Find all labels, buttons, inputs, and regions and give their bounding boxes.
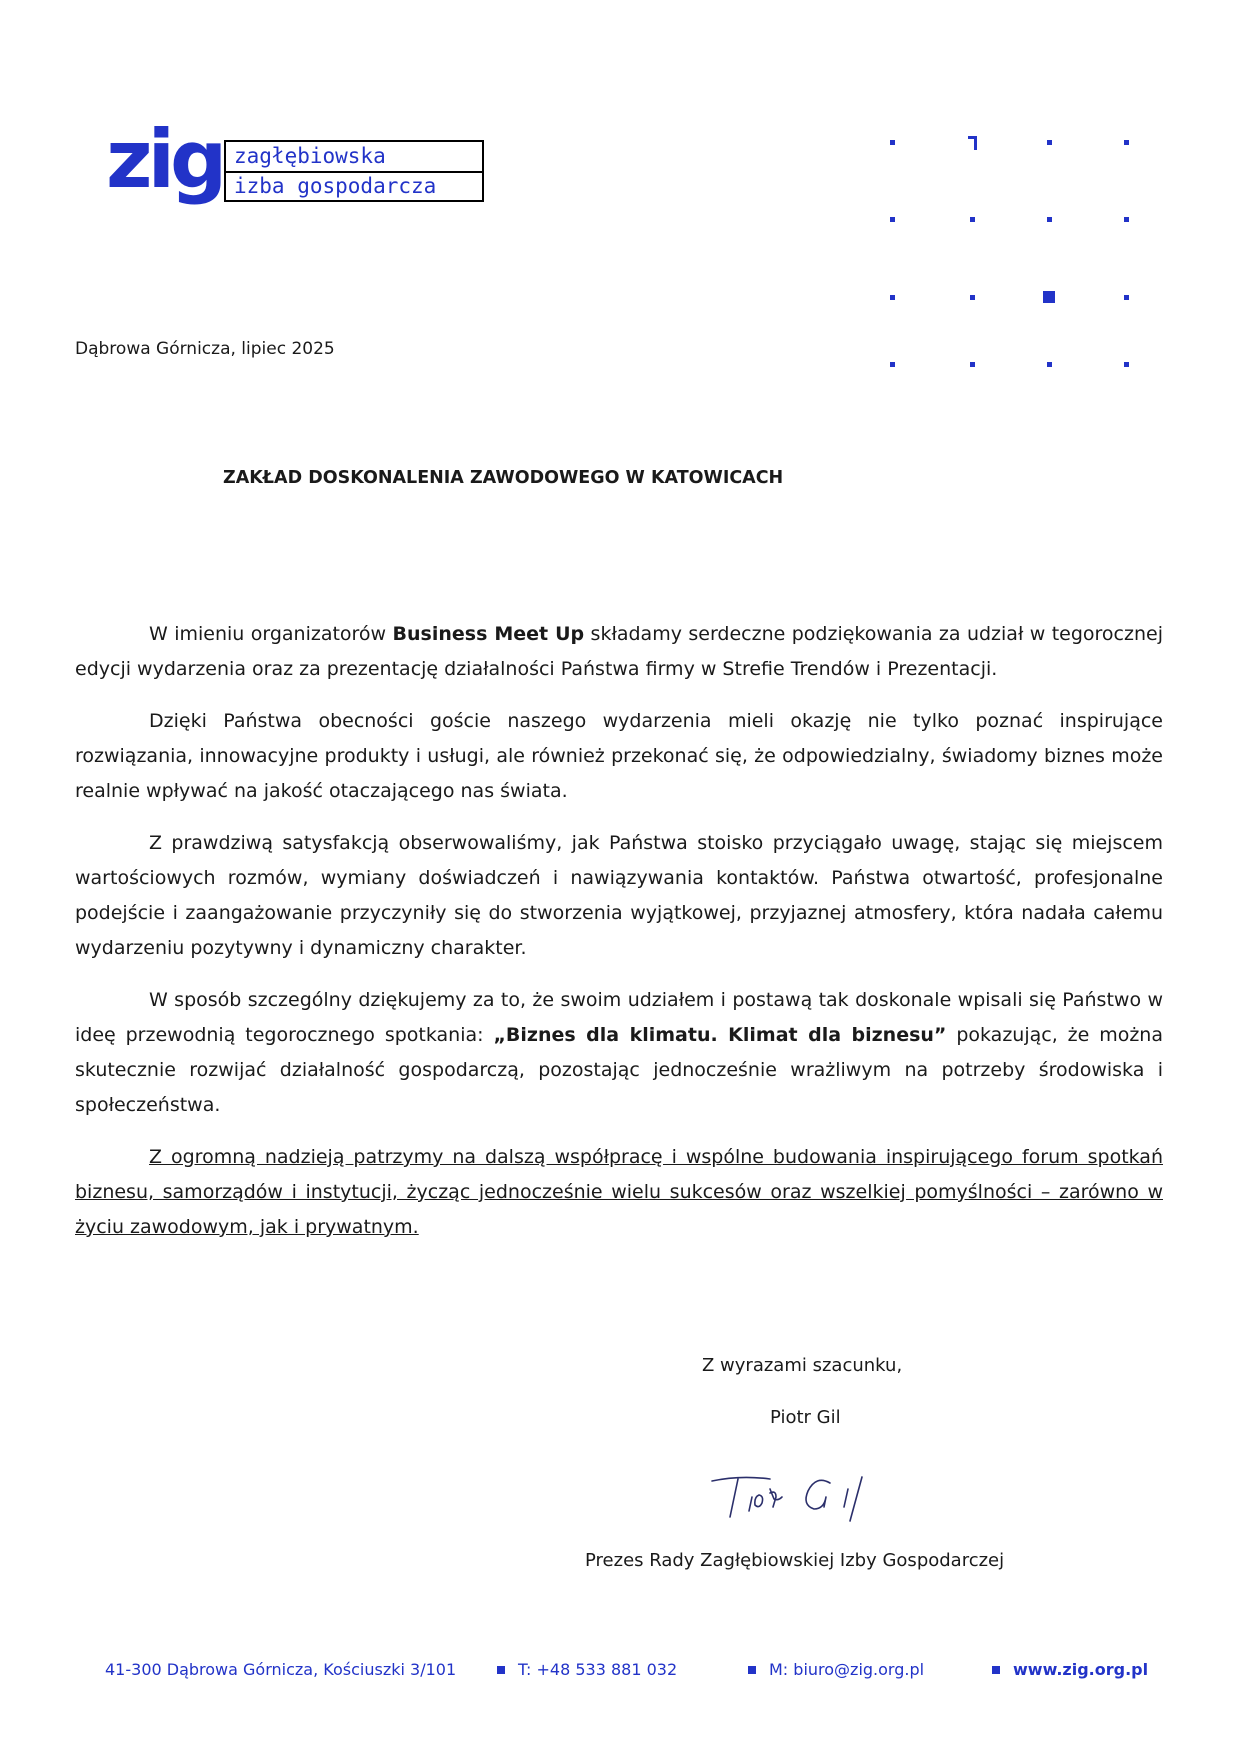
grid-dot — [970, 295, 975, 300]
event-motto: „Biznes dla klimatu. Klimat dla biznesu” — [493, 1024, 947, 1046]
footer-address: 41-300 Dąbrowa Górnicza, Kościuszki 3/101 — [105, 1660, 457, 1679]
paragraph-4 — [75, 983, 1163, 1123]
paragraph-1-part-c: składamy serdeczne podziękowania za udział w tegorocznej edycji wydarzenia oraz za prezentację działalności Państwa firmy w Strefie Trendów i Prezentacji. — [75, 623, 1163, 680]
grid-dot — [1124, 295, 1129, 300]
logo-mark: zig — [106, 113, 223, 206]
logo — [106, 113, 492, 228]
paragraph-2: Dzięki Państwa obecności goście naszego wydarzenia mieli okazję nie tylko poznać inspirujące rozwiązania, innowacyjne produkty i usługi, ale również przekonać się, że odpowiedzialny, świadomy biznes może realnie wpływać na jakość otaczającego nas świata. — [75, 710, 1163, 802]
grid-dot — [1047, 140, 1052, 145]
grid-dot — [1047, 217, 1052, 222]
signer-title: Prezes Rady Zagłębiowskiej Izby Gospodarczej — [585, 1550, 1005, 1571]
grid-dot — [890, 362, 895, 367]
closing: Z wyrazami szacunku, — [702, 1355, 903, 1376]
bullet-icon — [748, 1666, 756, 1674]
footer-contact — [0, 1656, 1241, 1684]
grid-dot — [1124, 217, 1129, 222]
logo-wordmark-box — [224, 140, 484, 202]
signer-name: Piotr Gil — [770, 1407, 841, 1428]
grid-dot — [974, 136, 977, 150]
grid-dot — [890, 140, 895, 145]
paragraph-4-part-c: pokazując, że można skutecznie rozwijać działalność gospodarczą, pozostając jednocześnie wrażliwym na potrzeby środowiska i społeczeństwa. — [75, 1024, 1163, 1116]
recipient: ZAKŁAD DOSKONALENIA ZAWODOWEGO W KATOWICACH — [223, 468, 784, 488]
grid-dot — [970, 362, 975, 367]
logo-line-2: izba gospodarcza — [234, 174, 437, 198]
grid-dot — [890, 295, 895, 300]
grid-dot — [970, 217, 975, 222]
handwritten-signature — [700, 1453, 895, 1533]
letter-body — [75, 617, 1163, 1262]
paragraph-5: Z ogromną nadzieją patrzymy na dalszą współpracę i wspólne budowania inspirującego forum spotkań biznesu, samorządów i instytucji, życząc jednocześnie wielu sukcesów oraz wszelkiej pomyślności – zarówno w życiu zawodowym, jak i prywatnym. — [75, 1146, 1163, 1238]
grid-dot-large — [1043, 291, 1055, 303]
paragraph-3: Z prawdziwą satysfakcją obserwowaliśmy, jak Państwa stoisko przyciągało uwagę, stając się miejscem wartościowych rozmów, wymiany doświadczeń i nawiązywania kontaktów. Państwa otwartość, profesjonalne podejście i zaangażowanie przyczyniły się do stworzenia wyjątkowej, przyjaznej atmosfery, która nadała całemu wydarzeniu pozytywny i dynamiczny charakter. — [75, 832, 1163, 959]
grid-dot — [890, 217, 895, 222]
event-name: Business Meet Up — [392, 623, 585, 645]
grid-dot — [1124, 362, 1129, 367]
logo-line-1: zagłębiowska — [234, 144, 386, 168]
paragraph-4-part-a: W sposób szczególny dziękujemy za to, że swoim udziałem i postawą tak doskonale wpisali się Państwo w ideę przewodnią tegorocznego spotkania: — [75, 989, 1163, 1046]
place-date: Dąbrowa Górnicza, lipiec 2025 — [75, 339, 335, 359]
decorative-dot-grid — [890, 128, 1150, 378]
grid-dot — [1047, 362, 1052, 367]
paragraph-1 — [75, 617, 1163, 687]
footer-email[interactable]: M: biuro@zig.org.pl — [769, 1660, 925, 1679]
paragraph-1-part-a: W imieniu organizatorów — [149, 623, 393, 645]
footer-phone: T: +48 533 881 032 — [518, 1660, 678, 1679]
grid-dot — [1124, 140, 1129, 145]
bullet-icon — [497, 1666, 505, 1674]
footer-website[interactable]: www.zig.org.pl — [1013, 1660, 1149, 1679]
bullet-icon — [992, 1666, 1000, 1674]
